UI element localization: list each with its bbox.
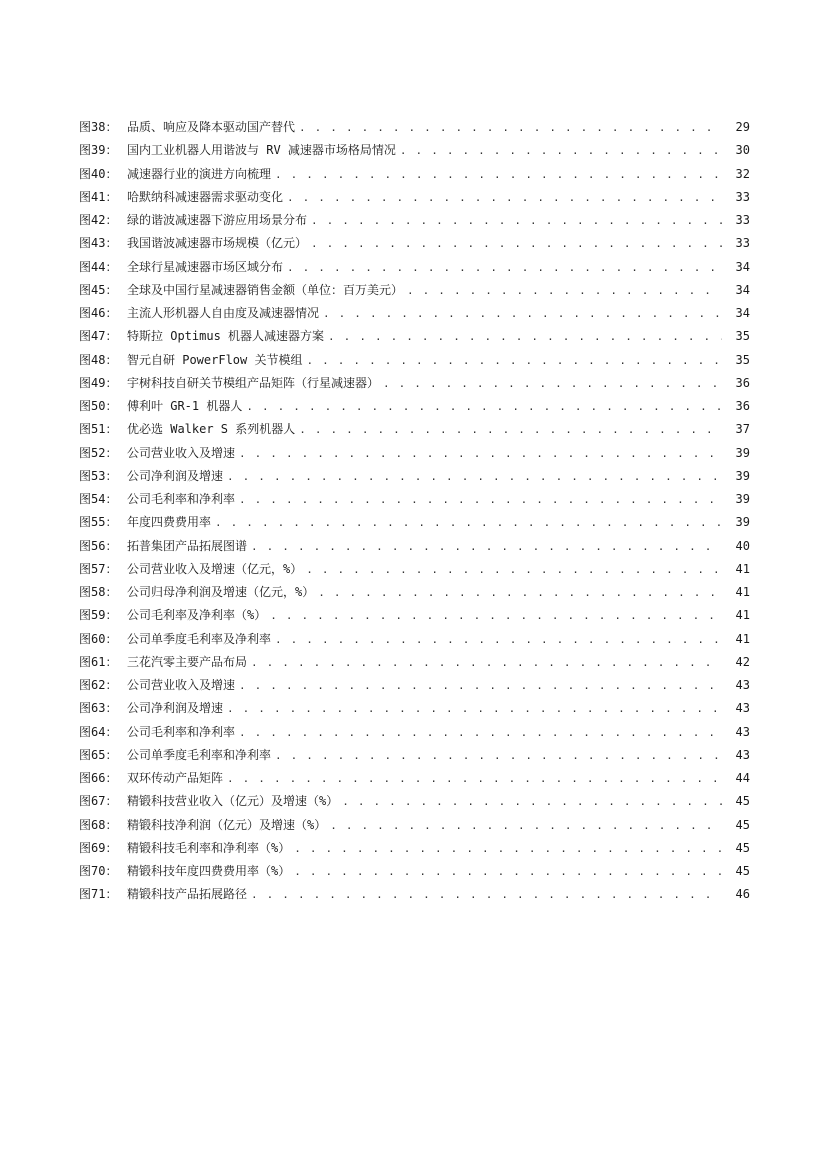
leader-dots	[239, 721, 722, 744]
figure-title: 我国谐波减速器市场规模（亿元）	[127, 236, 308, 251]
leader-dots	[294, 837, 722, 860]
figure-label: 图53：	[79, 468, 118, 483]
figure-title: 公司毛利率和净利率	[127, 492, 236, 506]
page-number: 33	[735, 236, 750, 251]
figure-title: 国内工业机器人用谐波与 RV 减速器市场格局情况	[127, 143, 396, 158]
page-number: 29	[735, 120, 750, 134]
leader-dots	[227, 697, 722, 720]
toc-entry[interactable]	[79, 186, 750, 209]
leader-dots	[287, 256, 722, 279]
leader-dots	[294, 860, 722, 883]
figure-list	[79, 116, 750, 907]
figure-title: 智元自研 PowerFlow 关节模组	[127, 352, 303, 367]
page-number: 39	[735, 445, 750, 460]
figure-title: 绿的谐波减速器下游应用场景分布	[127, 213, 308, 227]
toc-entry[interactable]	[79, 651, 750, 674]
toc-entry[interactable]	[79, 604, 750, 627]
figure-title: 公司净利润及增速	[127, 468, 224, 483]
toc-entry[interactable]	[79, 395, 750, 418]
page-number: 36	[735, 399, 750, 413]
leader-dots	[251, 651, 722, 674]
figure-title: 三花汽零主要产品布局	[127, 654, 248, 669]
figure-title: 特斯拉 Optimus 机器人减速器方案	[127, 329, 325, 344]
figure-title: 公司营业收入及增速	[127, 678, 236, 692]
leader-dots	[323, 302, 722, 325]
page-number: 43	[735, 747, 750, 762]
figure-title: 公司归母净利润及增速（亿元，%）	[127, 585, 315, 599]
leader-dots	[275, 628, 722, 651]
figure-title: 精锻科技营业收入（亿元）及增速（%）	[127, 794, 339, 809]
figure-title: 公司营业收入及增速（亿元，%）	[127, 561, 303, 576]
leader-dots	[239, 488, 722, 511]
figure-label: 图54：	[79, 492, 118, 506]
leader-dots	[299, 116, 722, 139]
page-number: 43	[735, 678, 750, 692]
toc-entry[interactable]	[79, 256, 750, 279]
leader-dots	[227, 767, 722, 790]
page-number: 33	[735, 189, 750, 204]
toc-entry[interactable]	[79, 418, 750, 441]
figure-label: 图58：	[79, 585, 118, 599]
figure-label: 图70：	[79, 864, 118, 878]
toc-entry[interactable]	[79, 767, 750, 790]
leader-dots	[239, 442, 722, 465]
figure-label: 图61：	[79, 654, 118, 669]
leader-dots	[318, 581, 722, 604]
leader-dots	[328, 325, 722, 348]
toc-entry[interactable]	[79, 744, 750, 767]
page-number: 37	[735, 422, 750, 437]
page-number: 34	[735, 259, 750, 274]
figure-label: 图60：	[79, 631, 118, 646]
page-number: 40	[735, 538, 750, 553]
figure-label: 图57：	[79, 561, 118, 576]
figure-label: 图44：	[79, 259, 118, 274]
figure-label: 图48：	[79, 352, 118, 367]
page-number: 41	[735, 608, 750, 623]
figure-title: 公司毛利率和净利率	[127, 724, 236, 739]
leader-dots	[383, 372, 722, 395]
page-number: 41	[735, 561, 750, 576]
figure-title: 全球及中国行星减速器销售金额（单位：百万美元）	[127, 282, 404, 297]
toc-entry[interactable]	[79, 628, 750, 651]
figure-title: 宇树科技自研关节模组产品矩阵（行星减速器）	[127, 375, 380, 390]
leader-dots	[251, 883, 722, 906]
leader-dots	[330, 814, 722, 837]
leader-dots	[407, 279, 722, 302]
figure-title: 精锻科技毛利率和净利率（%）	[127, 840, 291, 855]
figure-label: 图43：	[79, 236, 118, 251]
figure-title: 品质、响应及降本驱动国产替代	[127, 120, 296, 134]
figure-label: 图68：	[79, 817, 118, 832]
page-number: 41	[735, 631, 750, 646]
figure-title: 精锻科技净利润（亿元）及增速（%）	[127, 817, 327, 832]
figure-label: 图64：	[79, 724, 118, 739]
figure-title: 公司毛利率及净利率（%）	[127, 608, 267, 623]
figure-label: 图71：	[79, 887, 118, 902]
toc-entry[interactable]	[79, 349, 750, 372]
page-number: 35	[735, 352, 750, 367]
page-number: 32	[735, 166, 750, 181]
figure-label: 图63：	[79, 701, 118, 716]
leader-dots	[299, 418, 722, 441]
figure-label: 图38：	[79, 120, 118, 134]
figure-title: 哈默纳科减速器需求驱动变化	[127, 189, 284, 204]
page-number: 43	[735, 724, 750, 739]
toc-entry[interactable]	[79, 488, 750, 511]
toc-entry[interactable]	[79, 883, 750, 906]
leader-dots	[342, 790, 722, 813]
leader-dots	[275, 744, 722, 767]
toc-entry[interactable]	[79, 511, 750, 534]
page-number: 46	[735, 887, 750, 902]
leader-dots	[311, 232, 722, 255]
page-number: 43	[735, 701, 750, 716]
figure-label: 图52：	[79, 445, 118, 460]
page-number: 33	[735, 213, 750, 227]
figure-label: 图67：	[79, 794, 118, 809]
figure-label: 图40：	[79, 166, 118, 181]
leader-dots	[287, 186, 722, 209]
toc-entry[interactable]	[79, 209, 750, 232]
figure-label: 图46：	[79, 306, 118, 320]
figure-title: 傅利叶 GR-1 机器人	[127, 399, 243, 413]
page-number: 45	[735, 864, 750, 878]
figure-label: 图62：	[79, 678, 118, 692]
figure-title: 主流人形机器人自由度及减速器情况	[127, 306, 320, 320]
figure-title: 精锻科技年度四费费用率（%）	[127, 864, 291, 878]
toc-entry[interactable]	[79, 442, 750, 465]
figure-title: 精锻科技产品拓展路径	[127, 887, 248, 902]
figure-label: 图42：	[79, 213, 118, 227]
toc-entry[interactable]	[79, 860, 750, 883]
page-number: 41	[735, 585, 750, 599]
toc-entry[interactable]	[79, 837, 750, 860]
figure-label: 图39：	[79, 143, 118, 158]
leader-dots	[227, 465, 722, 488]
page-number: 44	[735, 771, 750, 785]
figure-label: 图51：	[79, 422, 118, 437]
page-number: 39	[735, 468, 750, 483]
toc-entry[interactable]	[79, 674, 750, 697]
toc-entry[interactable]	[79, 163, 750, 186]
figure-label: 图49：	[79, 375, 118, 390]
page-number: 45	[735, 817, 750, 832]
figure-label: 图41：	[79, 189, 118, 204]
toc-entry[interactable]	[79, 697, 750, 720]
figure-label: 图59：	[79, 608, 118, 623]
page-number: 39	[735, 492, 750, 506]
figure-title: 全球行星减速器市场区域分布	[127, 259, 284, 274]
toc-entry[interactable]	[79, 325, 750, 348]
leader-dots	[251, 535, 722, 558]
leader-dots	[311, 209, 722, 232]
page-number: 34	[735, 306, 750, 320]
figure-title: 双环传动产品矩阵	[127, 771, 224, 785]
page-number: 42	[735, 654, 750, 669]
page-number: 45	[735, 840, 750, 855]
toc-entry[interactable]	[79, 116, 750, 139]
figure-label: 图50：	[79, 399, 118, 413]
leader-dots	[239, 674, 722, 697]
page-number: 45	[735, 794, 750, 809]
figure-label: 图66：	[79, 771, 118, 785]
figure-label: 图45：	[79, 282, 118, 297]
toc-entry[interactable]	[79, 302, 750, 325]
toc-entry[interactable]	[79, 465, 750, 488]
figure-label: 图47：	[79, 329, 118, 344]
toc-entry[interactable]	[79, 581, 750, 604]
figure-title: 公司单季度毛利率及净利率	[127, 631, 272, 646]
toc-entry[interactable]	[79, 139, 750, 162]
figure-label: 图65：	[79, 747, 118, 762]
leader-dots	[306, 558, 722, 581]
figure-title: 公司营业收入及增速	[127, 445, 236, 460]
leader-dots	[246, 395, 722, 418]
page-number: 30	[735, 143, 750, 158]
page-number: 36	[735, 375, 750, 390]
figure-title: 优必选 Walker S 系列机器人	[127, 422, 296, 437]
figure-title: 公司单季度毛利率和净利率	[127, 747, 272, 762]
leader-dots	[270, 604, 722, 627]
toc-entry[interactable]	[79, 279, 750, 302]
toc-entry[interactable]	[79, 558, 750, 581]
toc-entry[interactable]	[79, 372, 750, 395]
page-number: 35	[735, 329, 750, 344]
figure-title: 拓普集团产品拓展图谱	[127, 538, 248, 553]
figure-label: 图55：	[79, 515, 118, 530]
toc-entry[interactable]	[79, 721, 750, 744]
toc-entry[interactable]	[79, 232, 750, 255]
page-number: 39	[735, 515, 750, 530]
figure-label: 图56：	[79, 538, 118, 553]
page-number: 34	[735, 282, 750, 297]
leader-dots	[215, 511, 722, 534]
toc-entry[interactable]	[79, 790, 750, 813]
toc-entry[interactable]	[79, 535, 750, 558]
figure-title: 减速器行业的演进方向梳理	[127, 166, 272, 181]
leader-dots	[306, 349, 722, 372]
figure-label: 图69：	[79, 840, 118, 855]
figure-title: 年度四费费用率	[127, 515, 212, 530]
toc-entry[interactable]	[79, 814, 750, 837]
leader-dots	[400, 139, 722, 162]
figure-title: 公司净利润及增速	[127, 701, 224, 716]
leader-dots	[275, 163, 722, 186]
